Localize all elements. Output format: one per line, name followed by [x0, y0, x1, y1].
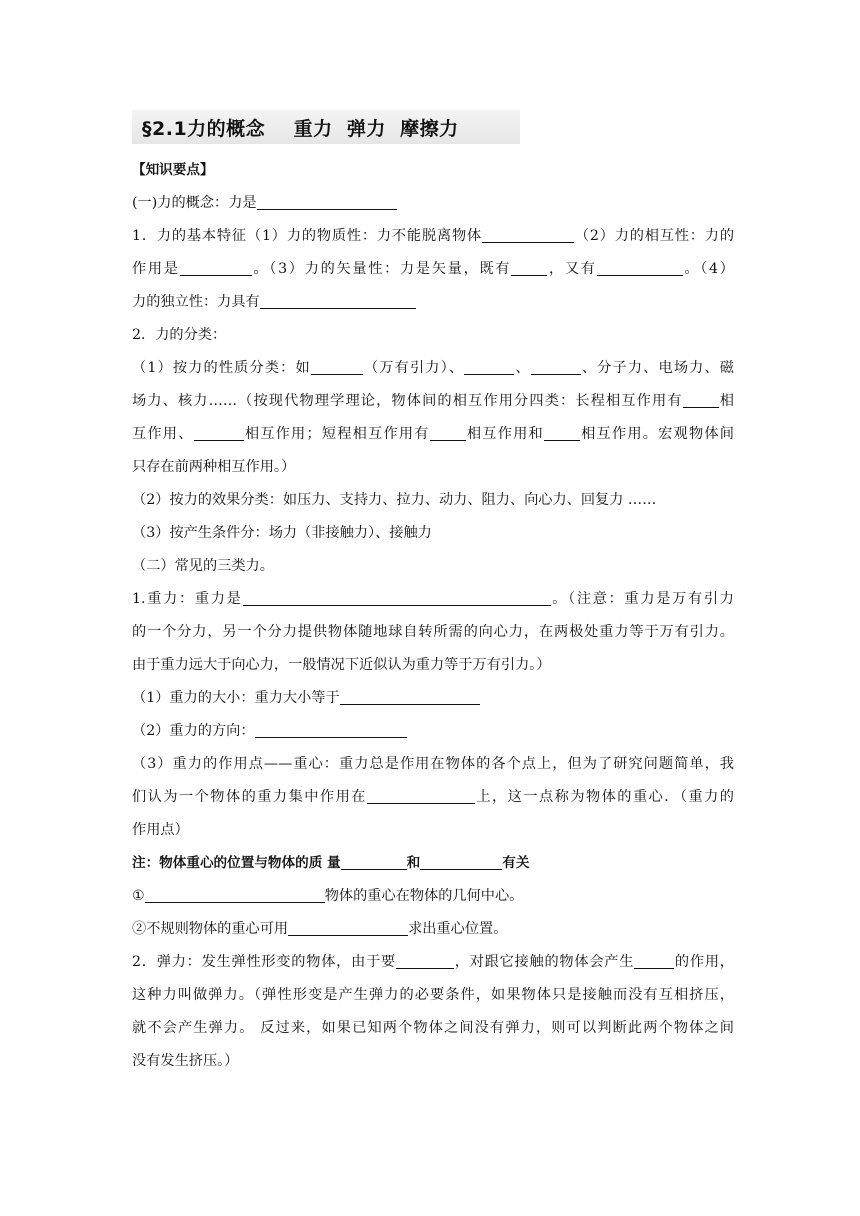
fill-blank[interactable]: [531, 356, 581, 375]
text-line: （3）按产生条件分：场力（非接触力）、接触力: [132, 525, 432, 541]
text-line: (一)力的概念：力是: [132, 187, 734, 220]
text-line: 场力、核力……（按现代物理学理论，物体间的相互作用分四类：长程相互作用有 相: [132, 385, 734, 418]
fill-blank[interactable]: [511, 257, 547, 276]
note-line: 注：物体重心的位置与物体的质 量 和 有关: [132, 847, 734, 880]
fill-blank[interactable]: [257, 191, 397, 210]
fill-blank[interactable]: [396, 950, 454, 969]
fill-blank[interactable]: [194, 422, 244, 441]
fill-blank[interactable]: [260, 290, 416, 309]
fill-blank[interactable]: [340, 686, 480, 705]
text-line: 没有发生挤压。）: [132, 1053, 239, 1069]
text-line: 力的独立性：力具有: [132, 286, 734, 319]
fill-blank[interactable]: [311, 356, 363, 375]
text-line: 1．力的基本特征（1）力的物质性：力不能脱离物体 （2）力的相互性：力的: [132, 220, 734, 253]
text-line: 这种力叫做弹力。（弹性形变是产生弹力的必要条件，如果物体只是接触而没有互相挤压，: [132, 987, 734, 1003]
text-line: 作用是 。（3）力的矢量性：力是矢量，既有 ，又有 。（4）: [132, 253, 734, 286]
fill-blank[interactable]: [288, 917, 408, 936]
text-line: 2．力的分类：: [132, 327, 227, 343]
fill-blank[interactable]: [420, 851, 502, 870]
text-line: 2．弹力：发生弹性形变的物体，由于要 ，对跟它接触的物体会产生 的作用，: [132, 946, 734, 979]
text-line: ②不规则物体的重心可用 求出重心位置。: [132, 913, 734, 946]
fill-blank[interactable]: [180, 257, 252, 276]
text-line: （3）重力的作用点——重心：重力总是作用在物体的各个点上，但为了研究问题简单，我: [132, 756, 734, 772]
fill-blank[interactable]: [430, 422, 466, 441]
text-line: 的一个分力，另一个分力提供物体随地球自转所需的向心力，在两极处重力等于万有引力。: [132, 624, 734, 640]
document-body: [132, 154, 734, 1078]
fill-blank[interactable]: [482, 224, 574, 243]
fill-blank[interactable]: [145, 884, 325, 903]
fill-blank[interactable]: [255, 719, 407, 738]
text-line: （2）重力的方向：: [132, 715, 734, 748]
text-line: （2）按力的效果分类：如压力、支持力、拉力、动力、阻力、向心力、回复力 ……: [132, 492, 657, 508]
section-heading: 【知识要点】: [132, 162, 214, 178]
text-line: 由于重力远大于向心力，一般情况下近似认为重力等于万有引力。）: [132, 657, 551, 673]
fill-blank[interactable]: [464, 356, 514, 375]
text-line: （二）常见的三类力。: [132, 558, 274, 574]
document-title-bar: [132, 110, 520, 144]
fill-blank[interactable]: [683, 389, 719, 408]
fill-blank[interactable]: [634, 950, 674, 969]
text-line: 只存在前两种相互作用。）: [132, 459, 296, 475]
text-line: 们认为一个物体的重力集中作用在 上，这一点称为物体的重心．（重力的: [132, 781, 734, 814]
text-line: （1）按力的性质分类：如 （万有引力）、 、 、分子力、电场力、磁: [132, 352, 734, 385]
fill-blank[interactable]: [597, 257, 683, 276]
fill-blank[interactable]: [544, 422, 580, 441]
text-line: 就不会产生弹力。 反过来，如果已知两个物体之间没有弹力，则可以判断此两个物体之间: [132, 1020, 734, 1036]
text-line: 互作用、 相互作用；短程相互作用有 相互作用和 相互作用。宏观物体间: [132, 418, 734, 451]
fill-blank[interactable]: [367, 785, 475, 804]
text-line: ① 物体的重心在物体的几何中心。: [132, 880, 734, 913]
fill-blank[interactable]: [341, 851, 407, 870]
text-line: 1.重力：重力是 。（注意：重力是万有引力: [132, 583, 734, 616]
document-title: §2.1力的概念 重力 弹力 摩擦力: [142, 117, 459, 140]
text-line: （1）重力的大小：重力大小等于: [132, 682, 734, 715]
text-line: 作用点）: [132, 822, 189, 838]
fill-blank[interactable]: [243, 587, 551, 606]
